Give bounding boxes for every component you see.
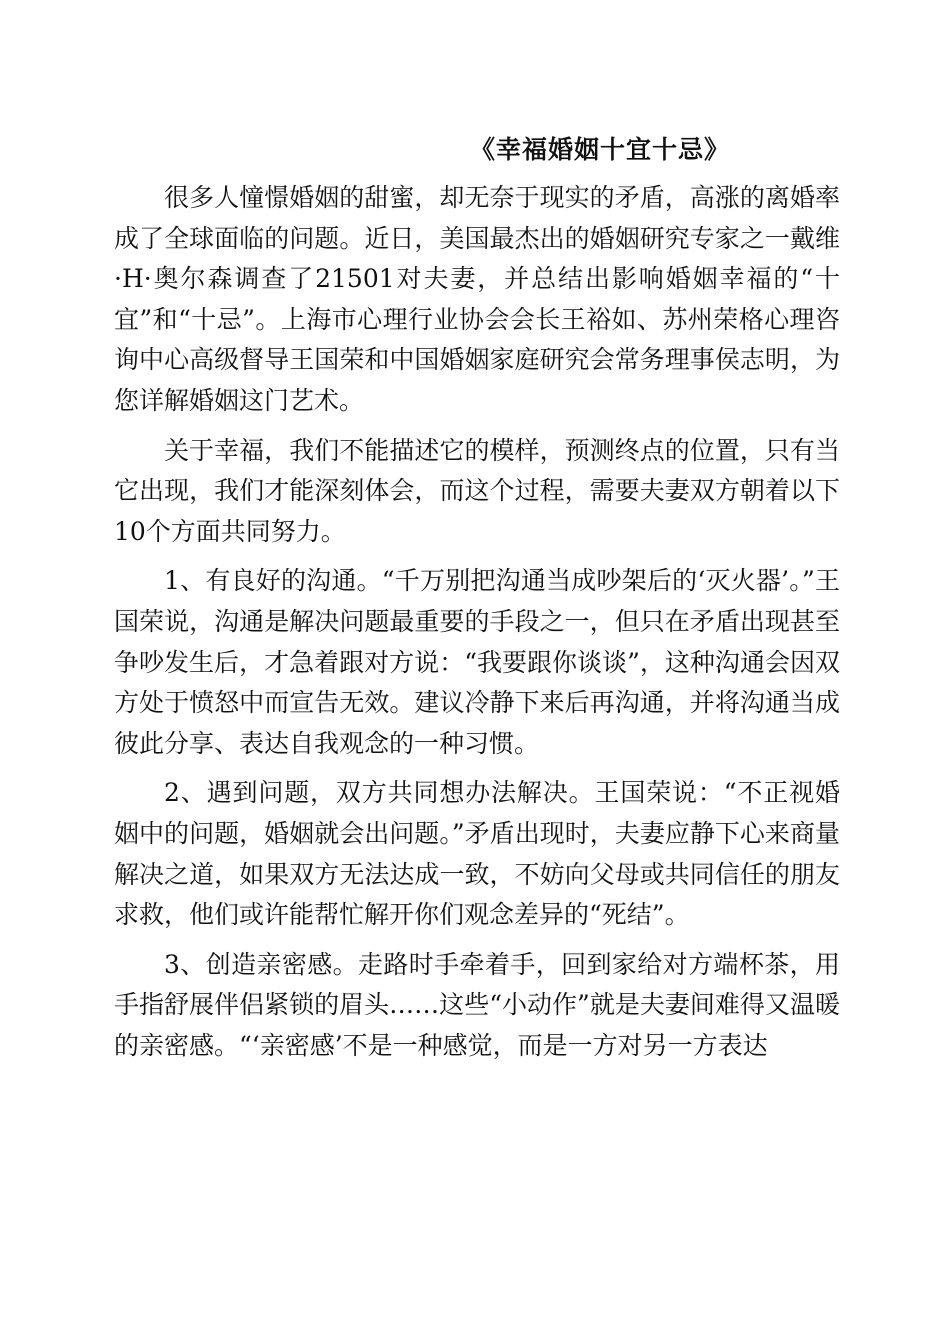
paragraph-happiness: 关于幸福，我们不能描述它的模样，预测终点的位置，只有当它出现，我们才能深刻体会，而这个过程，需要夫妻双方朝着以下10个方面共同努力。	[114, 435, 840, 546]
document-title: 《幸福婚姻十宜十忌》	[470, 135, 731, 164]
paragraph-item-2: 2、遇到问题，双方共同想办法解决。王国荣说：“不正视婚姻中的问题，婚姻就会出问题。”矛盾出现时，夫妻应静下心来商量解决之道，如果双方无法达成一致，不妨向父母或共同信任的朋友求救，他们或许能帮忙解开你们观念差异的“死结”。	[114, 778, 840, 930]
paragraph-item-3: 3、创造亲密感。走路时手牵着手，回到家给对方端杯茶，用手指舒展伴侣紧锁的眉头……这些“小动作”就是夫妻间难得又温暖的亲密感。“‘亲密感’不是一种感觉，而是一方对另一方表达	[114, 949, 840, 1060]
paragraph-intro: 很多人憧憬婚姻的甜蜜，却无奈于现实的矛盾，高涨的离婚率成了全球面临的问题。近日，美国最杰出的婚姻研究专家之一戴维·H·奥尔森调查了21501对夫妻，并总结出影响婚姻幸福的“十宜”和“十忌”。上海市心理行业协会会长王裕如、苏州荣格心理咨询中心高级督导王国荣和中国婚姻家庭研究会常务理事侯志明，为您详解婚姻这门艺术。	[114, 183, 840, 415]
document-body	[114, 178, 840, 1066]
paragraph-item-1: 1、有良好的沟通。“千万别把沟通当成吵架后的‘灭火器’。”王国荣说，沟通是解决问题最重要的手段之一，但只在矛盾出现甚至争吵发生后，才急着跟对方说：“我要跟你谈谈”，这种沟通会因双方处于愤怒中而宣告无效。建议冷静下来后再沟通，并将沟通当成彼此分享、表达自我观念的一种习惯。	[114, 566, 840, 758]
